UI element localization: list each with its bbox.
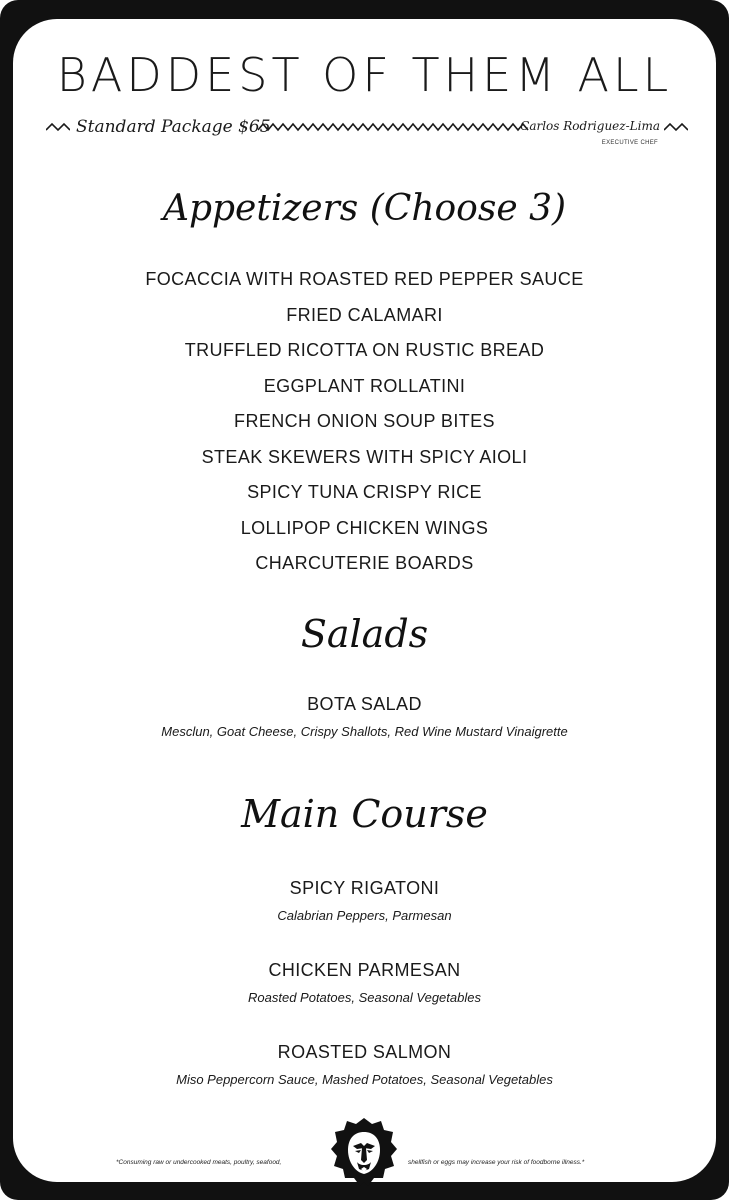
dish-name: BOTA SALAD (307, 694, 422, 714)
menu-title: BADDEST OF THEM ALL (56, 48, 673, 102)
dish-description: Miso Peppercorn Sauce, Mashed Potatoes, Seasonal Vegetables (176, 1072, 553, 1087)
squiggle-right-icon (664, 121, 688, 133)
appetizer-list (0, 268, 729, 588)
squiggle-left-icon (46, 121, 70, 133)
chef-name: Carlos Rodriguez-Lima (520, 119, 660, 133)
dish-description: Mesclun, Goat Cheese, Crispy Shallots, Red Wine Mustard Vinaigrette (161, 724, 568, 739)
main-dish (0, 959, 729, 1007)
lion-head-icon (331, 1116, 397, 1188)
package-row (46, 115, 688, 145)
appetizer-item: FRENCH ONION SOUP BITES (234, 411, 495, 431)
disclaimer-left: *Consuming raw or undercooked meats, poultry, seafood, (116, 1159, 282, 1166)
chef-role: EXECUTIVE CHEF (601, 140, 658, 146)
appetizer-item: STEAK SKEWERS WITH SPICY AIOLI (201, 446, 528, 467)
dish-description: Calabrian Peppers, Parmesan (277, 908, 452, 923)
dish-name: SPICY RIGATONI (289, 878, 440, 898)
appetizer-item: EGGPLANT ROLLATINI (263, 375, 466, 396)
disclaimer-right: shellfish or eggs may increase your risk of foodborne illness.* (408, 1159, 585, 1166)
main-course-heading: Main Course (241, 792, 488, 836)
salads-heading: Salads (300, 612, 429, 656)
appetizer-item: FOCACCIA WITH ROASTED RED PEPPER SAUCE (145, 269, 584, 289)
appetizer-item: LOLLIPOP CHICKEN WINGS (240, 517, 489, 538)
appetizer-item: SPICY TUNA CRISPY RICE (247, 482, 482, 502)
appetizer-item: FRIED CALAMARI (286, 304, 443, 325)
dish-name: CHICKEN PARMESAN (268, 960, 461, 980)
appetizer-item: CHARCUTERIE BOARDS (255, 553, 474, 573)
appetizer-item: TRUFFLED RICOTTA ON RUSTIC BREAD (184, 340, 545, 360)
squiggle-middle-icon (258, 121, 530, 133)
dish-name: ROASTED SALMON (277, 1042, 452, 1062)
salad-dish (0, 693, 729, 741)
main-dish (0, 877, 729, 925)
main-dish (0, 1041, 729, 1089)
dish-description: Roasted Potatoes, Seasonal Vegetables (248, 990, 481, 1005)
package-label: Standard Package $65 (76, 117, 271, 137)
appetizers-heading: Appetizers (Choose 3) (162, 188, 567, 229)
